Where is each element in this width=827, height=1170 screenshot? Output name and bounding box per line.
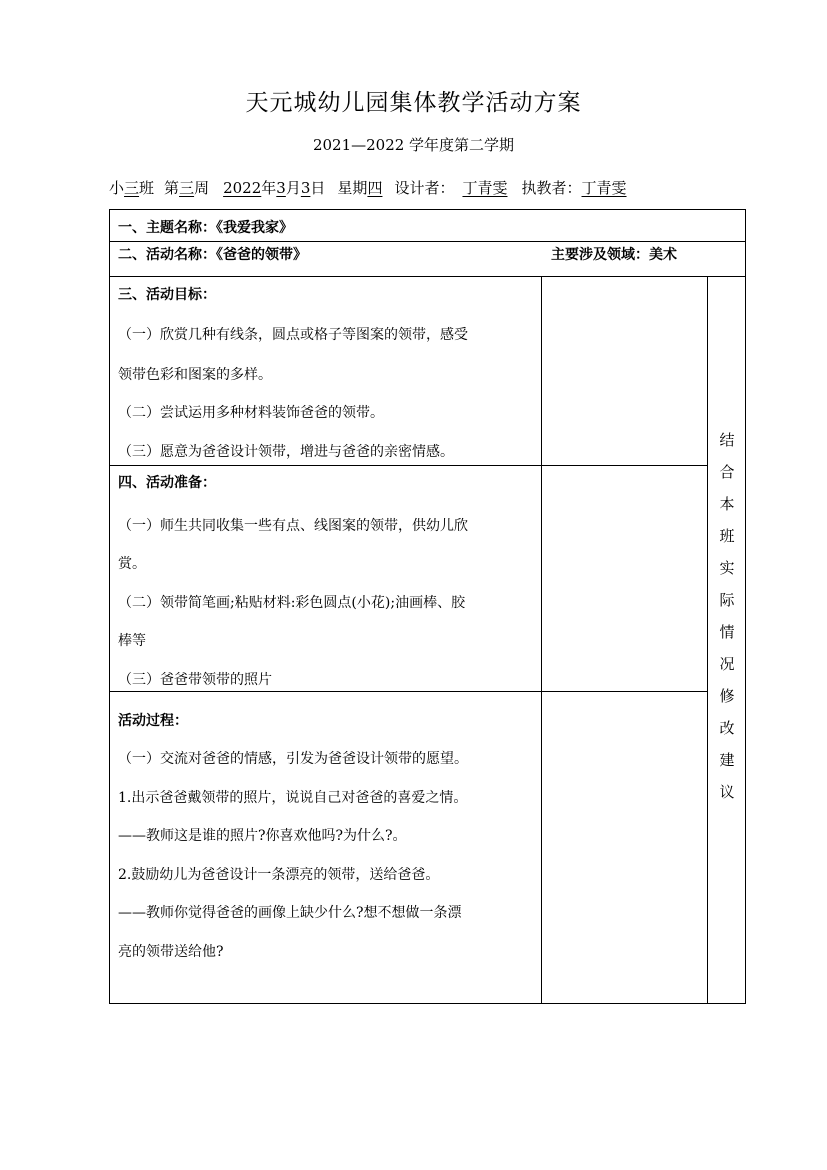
- day-suffix: 日: [310, 179, 326, 197]
- side-note-char: 况: [719, 655, 735, 673]
- side-note-char: 结: [719, 431, 735, 449]
- process-line: ——教师你觉得爸爸的画像上缺少什么?想不想做一条漂: [118, 905, 462, 921]
- row-divider: [110, 241, 745, 242]
- process-line: 1.出示爸爸戴领带的照片，说说自己对爸爸的喜爱之情。: [118, 790, 468, 806]
- day-value: 3: [300, 179, 311, 197]
- year-suffix: 年: [261, 179, 277, 197]
- semester-subtitle: 2021—2022 学年度第二学期: [312, 136, 515, 154]
- side-note-char: 本: [719, 495, 735, 513]
- row-divider: [110, 691, 707, 692]
- year-value: 2022: [223, 179, 262, 197]
- week-prefix: 第: [164, 179, 180, 197]
- row-divider: [110, 465, 707, 466]
- prep-line: 棒等: [118, 633, 146, 649]
- week-value: 三: [179, 179, 195, 197]
- designer-label: 设计者：: [394, 179, 455, 197]
- weekday-prefix: 星期: [337, 179, 368, 197]
- prep-line: （三）爸爸带领带的照片: [118, 672, 272, 688]
- prep-line: 赏。: [118, 556, 146, 572]
- weekday-value: 四: [367, 179, 383, 197]
- prep-line: （一）师生共同收集一些有点、线图案的领带，供幼儿欣: [118, 518, 468, 534]
- main-domain: 主要涉及领域：美术: [551, 247, 677, 263]
- side-note-char: 改: [719, 719, 735, 737]
- side-note-char: 班: [719, 527, 735, 545]
- class-suffix: 班: [139, 179, 155, 197]
- goals-heading: 三、活动目标：: [118, 287, 216, 303]
- lesson-plan-table: [109, 209, 746, 1004]
- prep-line: （二）领带简笔画;粘贴材料:彩色圆点(小花);油画棒、胶: [118, 595, 466, 611]
- row-divider: [110, 276, 745, 277]
- side-note-char: 议: [719, 783, 735, 801]
- teacher-label: 执教者：: [521, 179, 582, 197]
- prep-heading: 四、活动准备：: [118, 475, 216, 491]
- teacher-value: 丁青雯: [581, 179, 627, 197]
- side-note-char: 情: [719, 623, 735, 641]
- column-divider: [541, 276, 542, 1003]
- side-note-char: 实: [719, 559, 735, 577]
- theme-name: 一、主题名称：《我爱我家》: [118, 220, 293, 236]
- goals-line: （一）欣赏几种有线条，圆点或格子等图案的领带，感受: [118, 327, 468, 343]
- side-note-char: 合: [719, 463, 735, 481]
- process-line: 2.鼓励幼儿为爸爸设计一条漂亮的领带，送给爸爸。: [118, 867, 440, 883]
- side-note-char: 际: [719, 591, 735, 609]
- class-value: 三: [124, 179, 140, 197]
- process-heading: 活动过程：: [118, 713, 188, 729]
- month-value: 3: [276, 179, 286, 197]
- week-suffix: 周: [194, 179, 210, 197]
- page-title: 天元城幼儿园集体教学活动方案: [245, 90, 582, 116]
- process-line: （一）交流对爸爸的情感，引发为爸爸设计领带的愿望。: [118, 751, 468, 767]
- goals-line: 领带色彩和图案的多样。: [118, 367, 272, 383]
- class-prefix: 小: [109, 179, 125, 197]
- designer-value: 丁青雯: [462, 179, 508, 197]
- process-line: ——教师这是谁的照片?你喜欢他吗?为什么?。: [118, 828, 407, 844]
- process-line: 亮的领带送给他?: [118, 944, 224, 960]
- class-info-line: [109, 177, 754, 198]
- side-note-char: 建: [719, 751, 735, 769]
- month-suffix: 月: [285, 179, 301, 197]
- goals-line: （二）尝试运用多种材料装饰爸爸的领带。: [118, 405, 384, 421]
- revision-note-column: [708, 424, 746, 808]
- goals-line: （三）愿意为爸爸设计领带，增进与爸爸的亲密情感。: [118, 444, 454, 460]
- side-note-char: 修: [719, 687, 735, 705]
- activity-name: 二、活动名称：《爸爸的领带》: [118, 247, 307, 263]
